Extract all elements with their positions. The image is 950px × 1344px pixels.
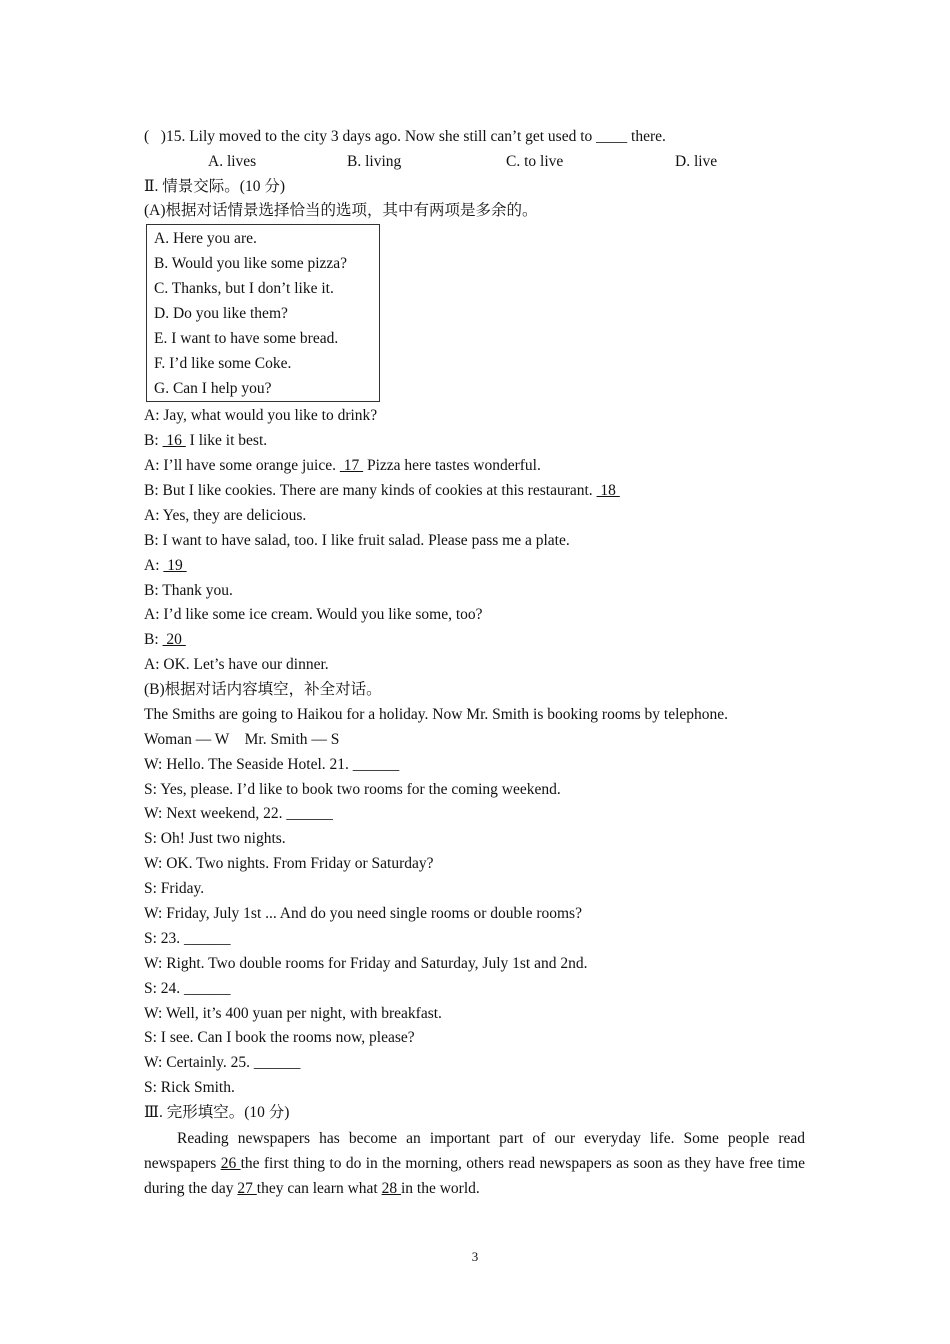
dialogA-line: A: I’d like some ice cream. Would you like some, too? bbox=[144, 606, 483, 623]
q15-option-c: C. to live bbox=[506, 153, 564, 170]
dialogA-line: A: Jay, what would you like to drink? bbox=[144, 407, 378, 424]
partA-instruction: (A)根据对话情景选择恰当的选项，其中有两项是多余的。 bbox=[144, 202, 538, 219]
dialogB-line: W: Right. Two double rooms for Friday and Saturday, July 1st and 2nd. bbox=[144, 955, 588, 972]
dialogB-line: S: Yes, please. I’d like to book two rooms for the coming weekend. bbox=[144, 781, 561, 798]
blank-26: 26 bbox=[220, 1155, 241, 1172]
dialogA-line: B: Thank you. bbox=[144, 582, 233, 599]
dialogB-line: W: Friday, July 1st ... And do you need single rooms or double rooms? bbox=[144, 905, 582, 922]
blank-28: 28 bbox=[381, 1180, 401, 1197]
choices-box bbox=[146, 224, 380, 402]
blank-19: 19 bbox=[163, 557, 187, 574]
dialogB-line: S: 24. ______ bbox=[144, 980, 231, 997]
dialogA-line: A: I’ll have some orange juice. 17 Pizza here tastes wonderful. bbox=[144, 457, 541, 474]
q15-stem: ( )15. Lily moved to the city 3 days ago. Now she still can’t get used to ____ there. bbox=[144, 128, 666, 145]
blank-27: 27 bbox=[237, 1180, 257, 1197]
dialogA-line: B: 20 bbox=[144, 631, 186, 648]
dialogB-line: W: OK. Two nights. From Friday or Saturday? bbox=[144, 855, 434, 872]
choice-b: B. Would you like some pizza? bbox=[154, 255, 348, 272]
dialogB-line: W: Certainly. 25. ______ bbox=[144, 1054, 301, 1071]
dialogA-line: B: But I like cookies. There are many kinds of cookies at this restaurant. 18 bbox=[144, 482, 620, 499]
section3-heading: Ⅲ. 完形填空。(10 分) bbox=[144, 1104, 290, 1121]
choice-d: D. Do you like them? bbox=[154, 305, 288, 322]
choice-e: E. I want to have some bread. bbox=[154, 330, 339, 347]
blank-18: 18 bbox=[596, 482, 620, 499]
blank-16: 16 bbox=[162, 432, 186, 449]
dialogB-line: W: Well, it’s 400 yuan per night, with breakfast. bbox=[144, 1005, 442, 1022]
dialogB-line: Woman — W Mr. Smith — S bbox=[144, 731, 340, 748]
q15-option-d: D. live bbox=[675, 153, 718, 170]
choice-a: A. Here you are. bbox=[154, 230, 257, 247]
dialogB-line: W: Hello. The Seaside Hotel. 21. ______ bbox=[144, 756, 400, 773]
dialogA-line: A: OK. Let’s have our dinner. bbox=[144, 656, 329, 673]
dialogB-line: S: Friday. bbox=[144, 880, 205, 897]
cloze-paragraph: Reading newspapers has become an important part of our everyday life. Some people read newspapers 26 the first thing to do in the morning, others read newspapers as soon as they have free time during the day 27 they can learn what 28 in the world. bbox=[144, 1130, 806, 1197]
partB-instruction: (B)根据对话内容填空，补全对话。 bbox=[144, 681, 382, 698]
dialogB-line: S: Oh! Just two nights. bbox=[144, 830, 286, 847]
dialogB-line: S: Rick Smith. bbox=[144, 1079, 235, 1096]
blank-17: 17 bbox=[339, 457, 364, 474]
dialogA-line: A: 19 bbox=[144, 557, 187, 574]
choice-c: C. Thanks, but I don’t like it. bbox=[154, 280, 334, 297]
dialogA-line: A: Yes, they are delicious. bbox=[144, 507, 307, 524]
partB-intro: The Smiths are going to Haikou for a holiday. Now Mr. Smith is booking rooms by telephone. bbox=[144, 706, 729, 723]
q15-option-b: B. living bbox=[347, 153, 402, 170]
section2-heading: Ⅱ. 情景交际。(10 分) bbox=[144, 178, 285, 195]
page-number: 3 bbox=[471, 1249, 479, 1264]
dialogB-line: W: Next weekend, 22. ______ bbox=[144, 805, 333, 822]
choice-g: G. Can I help you? bbox=[154, 380, 272, 397]
blank-20: 20 bbox=[162, 631, 186, 648]
dialogA-line: B: 16 I like it best. bbox=[144, 432, 268, 449]
choice-f: F. I’d like some Coke. bbox=[154, 355, 292, 372]
q15-option-a: A. lives bbox=[208, 153, 257, 170]
dialogB-line: S: I see. Can I book the rooms now, please? bbox=[144, 1029, 415, 1046]
dialogA-line: B: I want to have salad, too. I like fruit salad. Please pass me a plate. bbox=[144, 532, 570, 549]
dialogB-line: S: 23. ______ bbox=[144, 930, 231, 947]
